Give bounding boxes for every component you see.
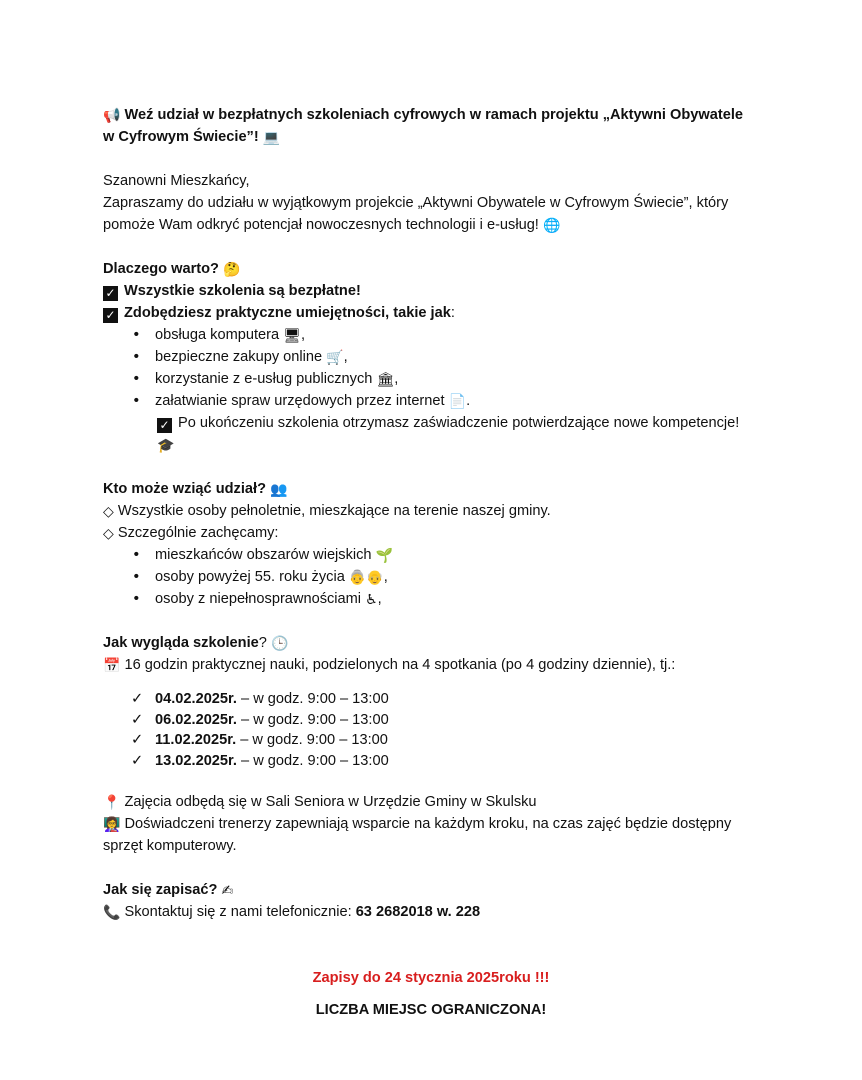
date-item: ✓ 04.02.2025r. – w godz. 9:00 – 13:00 (131, 690, 389, 707)
training-heading: Jak wygląda szkolenie? 🕒 (103, 635, 289, 652)
graduation-cap-icon: 🎓 (157, 438, 175, 454)
why-skills: ✓ Zdobędziesz praktyczne umiejętności, takie jak: (103, 302, 753, 324)
globe-icon: 🌐 (542, 218, 561, 234)
greeting: Szanowni Mieszkańcy, (103, 173, 250, 189)
check-mark-icon: ✓ (131, 710, 144, 728)
people-icon: 👥 (270, 482, 288, 498)
list-item: • osoby powyżej 55. roku życia 👵👴, (132, 568, 388, 586)
laptop-icon: 💻 (262, 130, 281, 146)
date-item: ✓ 13.02.2025r. – w godz. 9:00 – 13:00 (131, 751, 389, 769)
check-box-icon: ✓ (157, 418, 172, 433)
plant-icon: 🌱 (375, 548, 394, 564)
thinking-face-icon: 🤔 (223, 262, 241, 278)
list-item: • mieszkańców obszarów wiejskich 🌱 (132, 546, 394, 564)
list-item: • bezpieczne zakupy online 🛒, (132, 348, 348, 366)
diamond-icon: ◇ (103, 504, 114, 520)
megaphone-icon: 📢 (103, 108, 121, 124)
cart-icon: 🛒 (326, 350, 344, 366)
certificate-note: ✓ Po ukończeniu szkolenia otrzymasz zaświadczenie potwierdzające nowe kompetencje! (103, 412, 753, 434)
check-mark-icon: ✓ (131, 690, 144, 707)
who-encourage: ◇ Szczególnie zachęcamy: (103, 525, 279, 542)
signup-heading: Jak się zapisać? ✍ (103, 882, 234, 900)
title: 📢 Weź udział w bezpłatnych szkoleniach cyfrowych w ramach projektu „Aktywni Obywatele (103, 107, 744, 124)
computer-icon: 🖥 (283, 328, 301, 344)
teacher-icon: 👩‍🏫 (103, 817, 121, 834)
date-item: ✓ 06.02.2025r. – w godz. 9:00 – 13:00 (131, 710, 389, 728)
list-item: • obsługa komputera 🖥, (132, 326, 306, 344)
bank-icon: 🏛 (376, 372, 395, 388)
document-icon: 📄 (448, 394, 467, 410)
clock-icon: 🕒 (270, 636, 289, 652)
check-mark-icon: ✓ (131, 751, 144, 769)
check-box-icon: ✓ (103, 286, 118, 301)
phone-number: 63 2682018 w. 228 (355, 904, 481, 921)
training-location: 📍 Zajęcia odbędą się w Sali Seniora w Urzędzie Gminy w Skulsku (103, 794, 537, 812)
flyer: 📢 Weź udział w bezpłatnych szkoleniach cyfrowych w ramach projektu „Aktywni Obywatele w Cyfrowym Świecie”! 💻 Szanowni Mieszkańcy, Zapraszamy do udziału w wyjątkowym projekcie „Aktywni Obywatele w Cyfrowym Świecie”, który pomoże Wam odkryć potencjał nowoczesnych technologii i e-usług! 🌐 Dlaczego warto? 🤔 ✓ Wszystkie szkolenia są bezpłatne! ✓ Zdobędziesz praktyczne umiejętności, takie jak: • obsługa komputera 🖥, • bezpieczne zakupy online 🛒, • korzystanie z e-usług publicznych 🏛, • załatwianie spraw urzędowych przez internet 📄. ✓ Po ukończeniu szkolenia otrzymasz zaświadczenie potwierdzające nowe kompetencje! 🎓 Kto może wziąć udział? 👥 ◇ Wszystkie osoby pełnoletnie, mieszkające na terenie naszej gminy. ◇ Szczególnie zachęcamy: • mieszkańców obszarów wiejskich 🌱 • osoby powyżej 55. roku życia 👵👴, • osoby z niepełnosprawnościami ♿, Jak wygląda szkolenie? 🕒 📅 16 godzin praktycznej nauki, podzielonych na 4 spotkania (po 4 godziny dziennie), tj.: ✓ 04.02.2025r. – w godz. 9:00 – 13:00 ✓ 06.02.2025r. – w godz. 9:00 – 13:00 ✓ 11.02.2025r. – w godz. 9:00 – 13:00 ✓ 13.02.2025r. – w godz. 9:00 – 13:00 📍 Zajęcia odbędą się w Sali Seniora w Urzędzie Gminy w Skulsku 👩‍🏫 Doświadczeni trenerzy zapewniają wsparcie na każdym kroku, na czas zajęć będzie dostępny sprzęt komputerowy. Jak się zapisać? ✍ 📞 Skontaktuj się z nami telefonicznie: 63 2682018 w. 228 Zapisy do 24 stycznia 2025roku !!! LICZBA MIEJSC OGRANICZONA! (103, 104, 753, 1021)
older-woman-icon: 👵 (348, 570, 367, 586)
who-all: ◇ Wszystkie osoby pełnoletnie, mieszkające na terenie naszej gminy. (103, 503, 551, 520)
list-item: • osoby z niepełnosprawnościami ♿, (132, 590, 382, 608)
training-trainers: 👩‍🏫 Doświadczeni trenerzy zapewniają wsparcie na każdym kroku, na czas zajęć będzie dostępny sprzęt komputerowy. (103, 816, 732, 855)
older-man-icon: 👴 (366, 570, 384, 586)
calendar-icon: 📅 (103, 658, 121, 674)
why-free: ✓ Wszystkie szkolenia są bezpłatne! (103, 280, 753, 302)
list-item: • załatwianie spraw urzędowych przez internet 📄. (132, 392, 471, 410)
intro: Zapraszamy do udziału w wyjątkowym projekcie „Aktywni Obywatele w Cyfrowym Świecie”, który pomoże Wam odkryć potencjał nowoczesnych technologii i e-usług! 🌐 (103, 195, 729, 234)
diamond-icon: ◇ (103, 526, 114, 542)
pin-icon: 📍 (103, 795, 121, 812)
signup-contact: 📞 Skontaktuj się z nami telefonicznie: 63 2682018 w. 228 (103, 904, 481, 922)
phone-icon: 📞 (103, 905, 121, 922)
why-heading: Dlaczego warto? 🤔 (103, 261, 241, 278)
limited-seats: LICZBA MIEJSC OGRANICZONA! (315, 1002, 547, 1019)
who-heading: Kto może wziąć udział? 👥 (103, 481, 288, 498)
date-item: ✓ 11.02.2025r. – w godz. 9:00 – 13:00 (131, 731, 388, 749)
pencil-icon: ✍ (221, 883, 234, 900)
training-hours: 📅 16 godzin praktycznej nauki, podzielonych na 4 spotkania (po 4 godziny dziennie), tj.: (103, 657, 676, 674)
signup-deadline: Zapisy do 24 stycznia 2025roku !!! (312, 970, 550, 987)
list-item: • korzystanie z e-usług publicznych 🏛, (132, 370, 399, 388)
check-box-icon: ✓ (103, 308, 118, 323)
check-mark-icon: ✓ (131, 731, 144, 749)
wheelchair-icon: ♿ (365, 592, 378, 608)
